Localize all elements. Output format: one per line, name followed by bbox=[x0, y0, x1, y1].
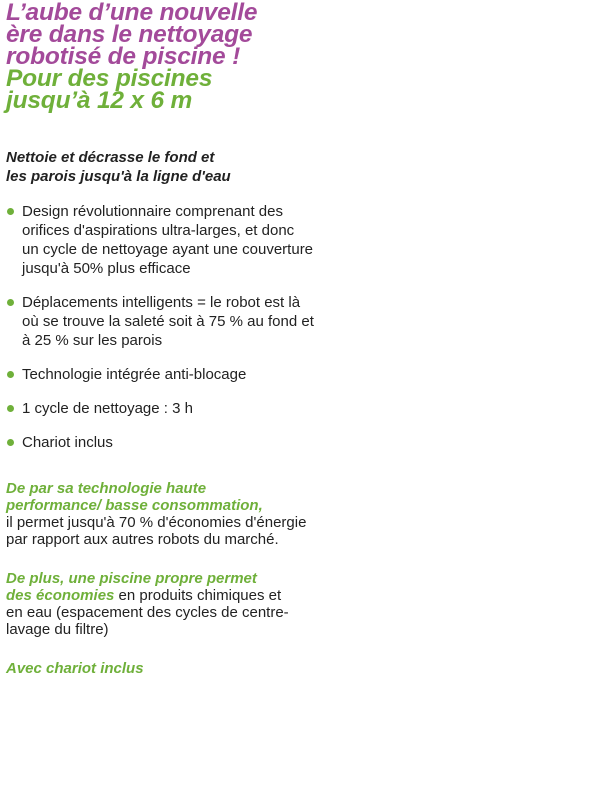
energy-text-line-3: il permet jusqu'à 70 % d'économies d'énergie bbox=[6, 514, 307, 531]
feature-item bbox=[6, 293, 378, 350]
energy-highlight-line-1: De par sa technologie haute bbox=[6, 480, 207, 497]
feature-text-line: où se trouve la saleté soit à 75 % au fond et bbox=[22, 313, 314, 330]
feature-text-line: orifices d'aspirations ultra-larges, et donc bbox=[22, 222, 295, 239]
bullet-dot-icon bbox=[7, 208, 14, 215]
bullet-dot-icon bbox=[7, 371, 14, 378]
savings-text-line-2: en produits chimiques et bbox=[114, 587, 282, 604]
energy-text-line-4: par rapport aux autres robots du marché. bbox=[6, 531, 279, 548]
bullet-dot-icon bbox=[7, 299, 14, 306]
savings-line-2 bbox=[6, 587, 386, 604]
feature-text-line: Design révolutionnaire comprenant des bbox=[22, 203, 283, 220]
headline-line-3: robotisé de piscine ! bbox=[6, 43, 241, 70]
feature-item bbox=[6, 433, 378, 452]
subheading-line-2: les parois jusqu'à la ligne d'eau bbox=[6, 168, 231, 185]
savings-text-line-4: lavage du filtre) bbox=[6, 621, 109, 638]
feature-item bbox=[6, 399, 378, 418]
bullet-dot-icon bbox=[7, 439, 14, 446]
feature-text-line: Déplacements intelligents = le robot est là bbox=[22, 294, 301, 311]
trolley-note bbox=[6, 660, 386, 677]
headline-line-4: Pour des piscines bbox=[6, 65, 213, 92]
headline-line-2: ère dans le nettoyage bbox=[6, 21, 253, 48]
feature-text-line: Technologie intégrée anti-blocage bbox=[22, 366, 247, 383]
feature-text-line: Chariot inclus bbox=[22, 434, 113, 451]
savings-highlight-line-2: des économies bbox=[6, 587, 115, 604]
feature-text-line: à 25 % sur les parois bbox=[22, 332, 163, 349]
feature-list bbox=[6, 202, 378, 452]
trolley-note-text: Avec chariot inclus bbox=[6, 660, 144, 677]
subheading bbox=[6, 148, 366, 186]
feature-text-line: 1 cycle de nettoyage : 3 h bbox=[22, 400, 193, 417]
energy-highlight-line-2: performance/ basse consommation, bbox=[6, 497, 263, 514]
savings-text-line-3: en eau (espacement des cycles de centre- bbox=[6, 604, 289, 621]
headline bbox=[6, 2, 366, 112]
feature-text-line: jusqu'à 50% plus efficace bbox=[22, 260, 191, 277]
energy-paragraph bbox=[6, 480, 386, 548]
feature-text-line: un cycle de nettoyage ayant une couverture bbox=[22, 241, 314, 258]
feature-item bbox=[6, 365, 378, 384]
subheading-line-1: Nettoie et décrasse le fond et bbox=[6, 149, 215, 166]
feature-item bbox=[6, 202, 378, 278]
headline-line-1: L’aube d’une nouvelle bbox=[6, 0, 258, 26]
savings-highlight-line-1: De plus, une piscine propre permet bbox=[6, 570, 257, 587]
savings-paragraph bbox=[6, 570, 386, 638]
headline-line-5: jusqu’à 12 x 6 m bbox=[6, 87, 193, 114]
bullet-dot-icon bbox=[7, 405, 14, 412]
